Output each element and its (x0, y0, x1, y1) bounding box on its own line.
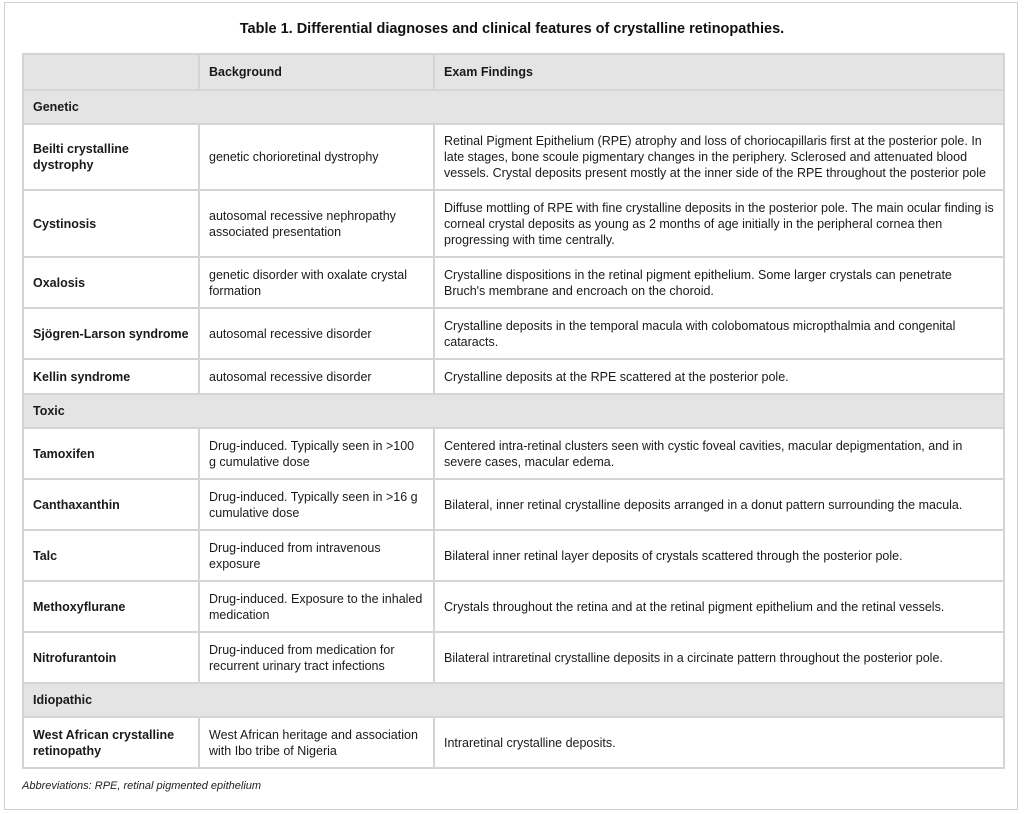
table-row (23, 359, 1004, 394)
condition-name: Sjögren-Larson syndrome (23, 308, 199, 359)
section-row-idiopathic (23, 683, 1004, 717)
condition-name: Talc (23, 530, 199, 581)
findings-cell: Crystals throughout the retina and at the retinal pigment epithelium and the retinal vessels. (434, 581, 1004, 632)
section-label: Toxic (23, 394, 1004, 428)
section-row-genetic (23, 90, 1004, 124)
findings-cell: Bilateral, inner retinal crystalline deposits arranged in a donut pattern surrounding the macula. (434, 479, 1004, 530)
table-row (23, 717, 1004, 768)
background-cell: genetic disorder with oxalate crystal formation (199, 257, 434, 308)
findings-cell: Crystalline deposits at the RPE scattered at the posterior pole. (434, 359, 1004, 394)
findings-cell: Bilateral inner retinal layer deposits of crystals scattered through the posterior pole. (434, 530, 1004, 581)
findings-cell: Retinal Pigment Epithelium (RPE) atrophy and loss of choriocapillaris first at the posterior pole. In late stages, bone scoule pigmentary changes in the periphery. Sclerosed and attenuated blood vessels. Crystal deposits present mostly at the inner side of the RPE throughout the posterior pole (434, 124, 1004, 190)
section-label: Genetic (23, 90, 1004, 124)
condition-name: Oxalosis (23, 257, 199, 308)
table-body (23, 90, 1004, 768)
findings-cell: Crystalline dispositions in the retinal pigment epithelium. Some larger crystals can penetrate Bruch's membrane and encroach on the choroid. (434, 257, 1004, 308)
table-row (23, 479, 1004, 530)
condition-name: Canthaxanthin (23, 479, 199, 530)
background-cell: Drug-induced from intravenous exposure (199, 530, 434, 581)
findings-cell: Crystalline deposits in the temporal macula with colobomatous micropthalmia and congenital cataracts. (434, 308, 1004, 359)
findings-cell: Bilateral intraretinal crystalline deposits in a circinate pattern throughout the posterior pole. (434, 632, 1004, 683)
background-cell: Drug-induced from medication for recurrent urinary tract infections (199, 632, 434, 683)
condition-name: Tamoxifen (23, 428, 199, 479)
background-cell: West African heritage and association with Ibo tribe of Nigeria (199, 717, 434, 768)
diagnoses-table (22, 53, 1005, 769)
condition-name: Kellin syndrome (23, 359, 199, 394)
condition-name: Nitrofurantoin (23, 632, 199, 683)
table-row (23, 124, 1004, 190)
table-row (23, 190, 1004, 257)
section-row-toxic (23, 394, 1004, 428)
findings-cell: Intraretinal crystalline deposits. (434, 717, 1004, 768)
table-row (23, 257, 1004, 308)
table-row (23, 581, 1004, 632)
background-cell: Drug-induced. Typically seen in >16 g cumulative dose (199, 479, 434, 530)
background-cell: Drug-induced. Exposure to the inhaled medication (199, 581, 434, 632)
condition-name: Methoxyflurane (23, 581, 199, 632)
table-title: Table 1. Differential diagnoses and clinical features of crystalline retinopathies. (239, 21, 785, 37)
column-header-exam-findings: Exam Findings (434, 54, 1004, 90)
background-cell: autosomal recessive disorder (199, 359, 434, 394)
column-header-background: Background (199, 54, 434, 90)
section-label: Idiopathic (23, 683, 1004, 717)
background-cell: autosomal recessive nephropathy associated presentation (199, 190, 434, 257)
findings-cell: Diffuse mottling of RPE with fine crystalline deposits in the posterior pole. The main ocular finding is corneal crystal deposits as young as 2 months of age initially in the peripheral cornea then progressing with time centrally. (434, 190, 1004, 257)
background-cell: autosomal recessive disorder (199, 308, 434, 359)
column-header-name (23, 54, 199, 90)
table-row (23, 530, 1004, 581)
table-row (23, 428, 1004, 479)
table-row (23, 308, 1004, 359)
condition-name: West African crystalline retinopathy (23, 717, 199, 768)
background-cell: genetic chorioretinal dystrophy (199, 124, 434, 190)
condition-name: Beilti crystalline dystrophy (23, 124, 199, 190)
header-row (23, 54, 1004, 90)
condition-name: Cystinosis (23, 190, 199, 257)
abbreviations-footnote: Abbreviations: RPE, retinal pigmented epithelium (22, 780, 262, 792)
table-row (23, 632, 1004, 683)
findings-cell: Centered intra-retinal clusters seen with cystic foveal cavities, macular depigmentation, and in severe cases, macular edema. (434, 428, 1004, 479)
background-cell: Drug-induced. Typically seen in >100 g cumulative dose (199, 428, 434, 479)
